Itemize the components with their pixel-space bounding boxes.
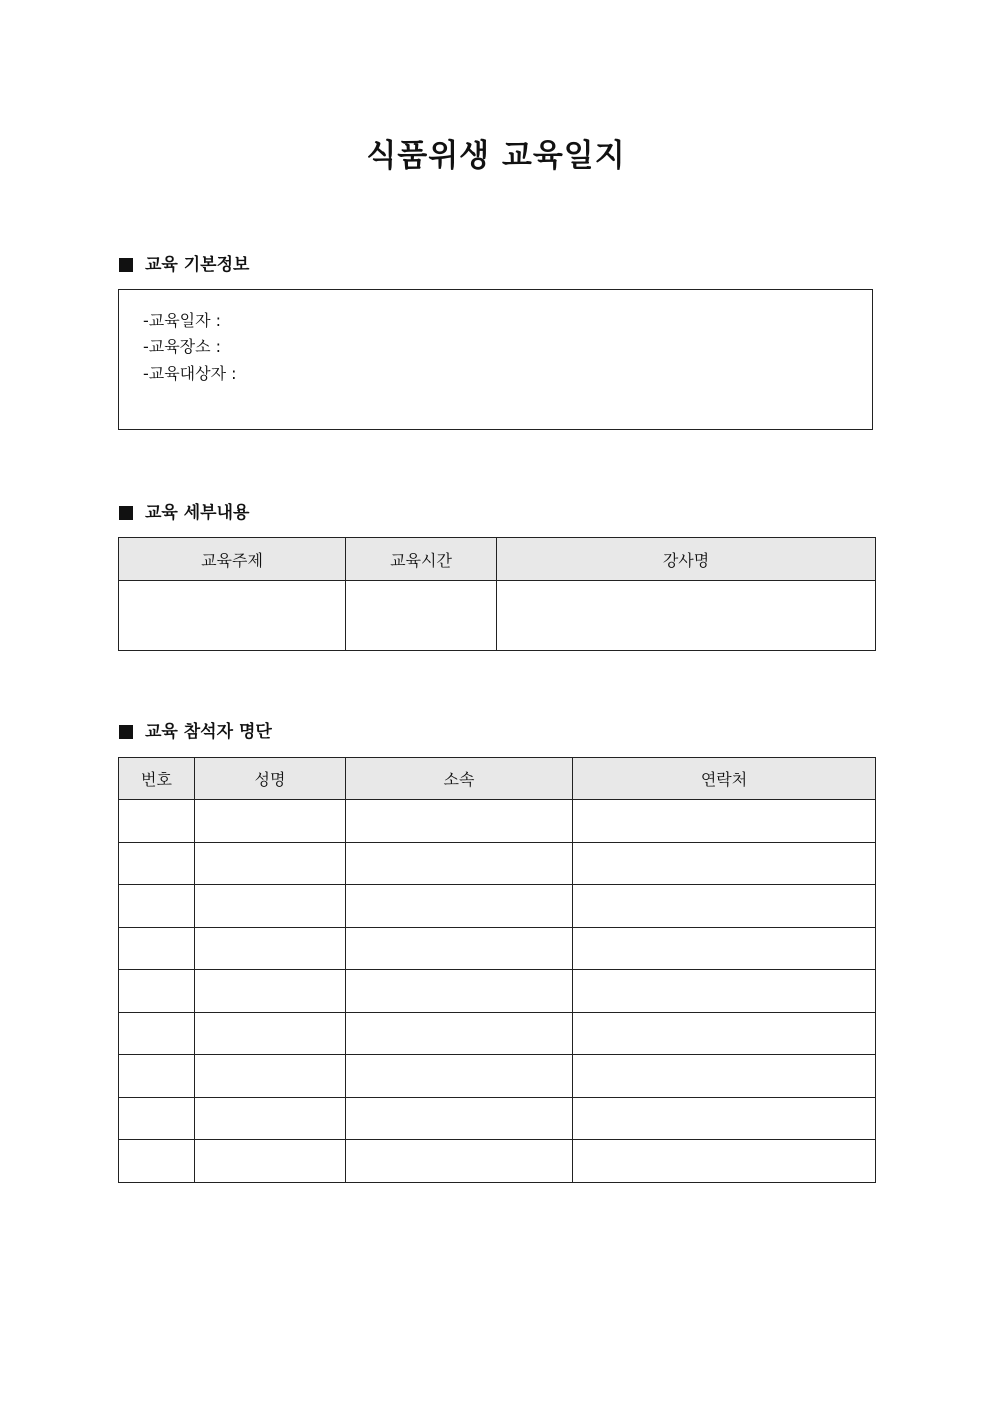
- affiliation-cell[interactable]: [346, 842, 573, 885]
- topic-cell[interactable]: [119, 581, 346, 651]
- section-heading-label: 교육 참석자 명단: [145, 722, 272, 742]
- contact-cell[interactable]: [573, 1140, 876, 1183]
- column-header-name: 성명: [195, 758, 346, 800]
- table-row: [119, 1012, 876, 1055]
- number-cell[interactable]: [119, 1140, 195, 1183]
- column-header-number: 번호: [119, 758, 195, 800]
- contact-cell[interactable]: [573, 842, 876, 885]
- contact-cell[interactable]: [573, 1055, 876, 1098]
- column-header-time: 교육시간: [346, 538, 497, 581]
- name-cell[interactable]: [195, 927, 346, 970]
- affiliation-cell[interactable]: [346, 1055, 573, 1098]
- education-place-line: -교육장소 :: [143, 337, 222, 356]
- name-cell[interactable]: [195, 885, 346, 928]
- section-heading-basic-info: [119, 252, 249, 278]
- basic-info-box: [118, 289, 873, 430]
- number-cell[interactable]: [119, 800, 195, 843]
- name-cell[interactable]: [195, 970, 346, 1013]
- name-cell[interactable]: [195, 1055, 346, 1098]
- column-header-instructor: 강사명: [497, 538, 876, 581]
- number-cell[interactable]: [119, 842, 195, 885]
- education-date-line: -교육일자 :: [143, 311, 222, 330]
- contact-cell[interactable]: [573, 885, 876, 928]
- affiliation-cell[interactable]: [346, 800, 573, 843]
- name-cell[interactable]: [195, 1140, 346, 1183]
- contact-cell[interactable]: [573, 1012, 876, 1055]
- education-target-line: -교육대상자 :: [143, 364, 237, 383]
- square-bullet-icon: [119, 258, 133, 272]
- column-header-topic: 교육주제: [119, 538, 346, 581]
- number-cell[interactable]: [119, 1097, 195, 1140]
- contact-cell[interactable]: [573, 970, 876, 1013]
- name-cell[interactable]: [195, 800, 346, 843]
- table-row: [119, 885, 876, 928]
- square-bullet-icon: [119, 725, 133, 739]
- number-cell[interactable]: [119, 885, 195, 928]
- name-cell[interactable]: [195, 1012, 346, 1055]
- instructor-cell[interactable]: [497, 581, 876, 651]
- table-row: [119, 581, 876, 651]
- affiliation-cell[interactable]: [346, 970, 573, 1013]
- table-row: [119, 927, 876, 970]
- section-heading-details: [119, 500, 249, 526]
- table-row: [119, 1140, 876, 1183]
- time-cell[interactable]: [346, 581, 497, 651]
- table-row: [119, 970, 876, 1013]
- number-cell[interactable]: [119, 1055, 195, 1098]
- number-cell[interactable]: [119, 927, 195, 970]
- table-row: [119, 1055, 876, 1098]
- column-header-contact: 연락처: [573, 758, 876, 800]
- number-cell[interactable]: [119, 970, 195, 1013]
- contact-cell[interactable]: [573, 1097, 876, 1140]
- affiliation-cell[interactable]: [346, 1097, 573, 1140]
- name-cell[interactable]: [195, 1097, 346, 1140]
- table-header-row: [119, 758, 876, 800]
- contact-cell[interactable]: [573, 800, 876, 843]
- affiliation-cell[interactable]: [346, 885, 573, 928]
- table-header-row: [119, 538, 876, 581]
- affiliation-cell[interactable]: [346, 1012, 573, 1055]
- table-row: [119, 842, 876, 885]
- page-title: 식품위생 교육일지: [366, 138, 626, 174]
- affiliation-cell[interactable]: [346, 1140, 573, 1183]
- section-heading-label: 교육 기본정보: [145, 255, 250, 275]
- contact-cell[interactable]: [573, 927, 876, 970]
- square-bullet-icon: [119, 506, 133, 520]
- column-header-affiliation: 소속: [346, 758, 573, 800]
- section-heading-attendees: [119, 719, 272, 745]
- section-heading-label: 교육 세부내용: [145, 503, 250, 523]
- table-row: [119, 1097, 876, 1140]
- table-row: [119, 800, 876, 843]
- attendee-table: [118, 757, 876, 1183]
- number-cell[interactable]: [119, 1012, 195, 1055]
- affiliation-cell[interactable]: [346, 927, 573, 970]
- details-table: [118, 537, 876, 651]
- name-cell[interactable]: [195, 842, 346, 885]
